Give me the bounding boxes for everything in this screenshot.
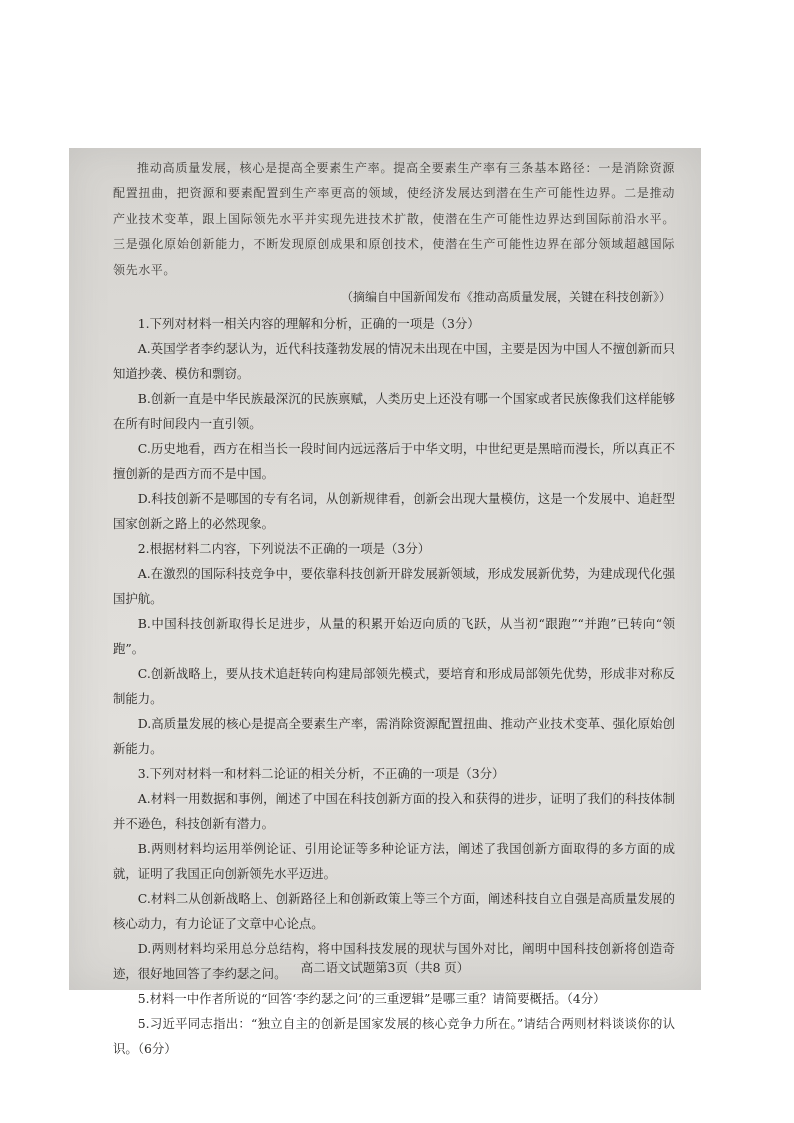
question-3-stem: 3.下列对材料一和材料二论证的相关分析，不正确的一项是（3分）	[137, 766, 505, 782]
question-2	[113, 536, 675, 761]
question-1-option-d: D.科技创新不是哪国的专有名词，从创新规律看，创新会出现大量模仿，这是一个发展中、追赶型国家创新之路上的必然现象。	[113, 491, 675, 532]
source-note: （摘编自中国新闻发布《推动高质量发展，关键在科技创新》）	[340, 290, 671, 305]
scanned-page-photo	[69, 148, 701, 1057]
question-2-option-a: A.在激烈的国际科技竞争中，要依靠科技创新开辟发展新领域，形成发展新优势，为建成现代化强国护航。	[113, 566, 675, 607]
question-5-stem: 5.习近平同志指出：“独立自主的创新是国家发展的核心竞争力所在。”请结合两则材料谈谈你的认识。（6分）	[113, 1016, 675, 1057]
page-content	[113, 156, 675, 1061]
question-1-stem: 1.下列对材料一相关内容的理解和分析，正确的一项是（3分）	[137, 316, 480, 332]
question-4-stem: 5.材料一中作者所说的“回答‘李约瑟之问’的三重逻辑”是哪三重？请简要概括。（4分）	[137, 991, 606, 1007]
question-2-option-c: C.创新战略上，要从技术追赶转向构建局部领先模式，要培育和形成局部领先优势，形成非对称反制能力。	[113, 666, 675, 707]
material-excerpt: 推动高质量发展，核心是提高全要素生产率。提高全要素生产率有三条基本路径：一是消除资源配置扭曲，把资源和要素配置到生产率更高的领域，使经济发展达到潜在生产可能性边界。二是推动产业技术变革，跟上国际领先水平并实现先进技术扩散，使潜在生产可能性边界达到国际前沿水平。三是强化原始创新能力，不断发现原创成果和原创技术，使潜在生产可能性边界在部分领域超越国际领先水平。	[113, 161, 675, 277]
question-1	[113, 311, 675, 536]
question-3-option-d: D.两则材料均采用总分总结构，将中国科技发展的现状与国外对比，阐明中国科技创新将创造奇迹，很好地回答了李约瑟之问。	[113, 941, 675, 982]
page-footer: 高二语文试题第3页（共8 页）	[300, 960, 470, 975]
question-3	[113, 761, 675, 986]
question-2-stem: 2.根据材料二内容，下列说法不正确的一项是（3分）	[137, 541, 431, 557]
question-2-option-d: D.高质量发展的核心是提高全要素生产率，需消除资源配置扭曲、推动产业技术变革、强化原始创新能力。	[113, 716, 675, 757]
question-1-option-b: B.创新一直是中华民族最深沉的民族禀赋，人类历史上还没有哪一个国家或者民族像我们这样能够在所有时间段内一直引领。	[113, 391, 675, 432]
question-1-option-a: A.英国学者李约瑟认为，近代科技蓬勃发展的情况未出现在中国，主要是因为中国人不擅创新而只知道抄袭、模仿和剽窃。	[113, 341, 675, 382]
question-2-option-b: B.中国科技创新取得长足进步，从量的积累开始迈向质的飞跃，从当初“跟跑”“并跑”已转向“领跑”。	[113, 616, 675, 657]
question-3-option-b: B.两则材料均运用举例论证、引用论证等多种论证方法，阐述了我国创新方面取得的多方面的成就，证明了我国正向创新领先水平迈进。	[113, 841, 675, 882]
question-3-option-c: C.材料二从创新战略上、创新路径上和创新政策上等三个方面，阐述科技自立自强是高质量发展的核心动力，有力论证了文章中心论点。	[113, 891, 675, 932]
question-1-option-c: C.历史地看，西方在相当长一段时间内远远落后于中华文明，中世纪更是黑暗而漫长，所以真正不擅创新的是西方而不是中国。	[113, 441, 675, 482]
question-3-option-a: A.材料一用数据和事例，阐述了中国在科技创新方面的投入和获得的进步，证明了我们的科技体制并不逊色，科技创新有潜力。	[113, 791, 675, 832]
